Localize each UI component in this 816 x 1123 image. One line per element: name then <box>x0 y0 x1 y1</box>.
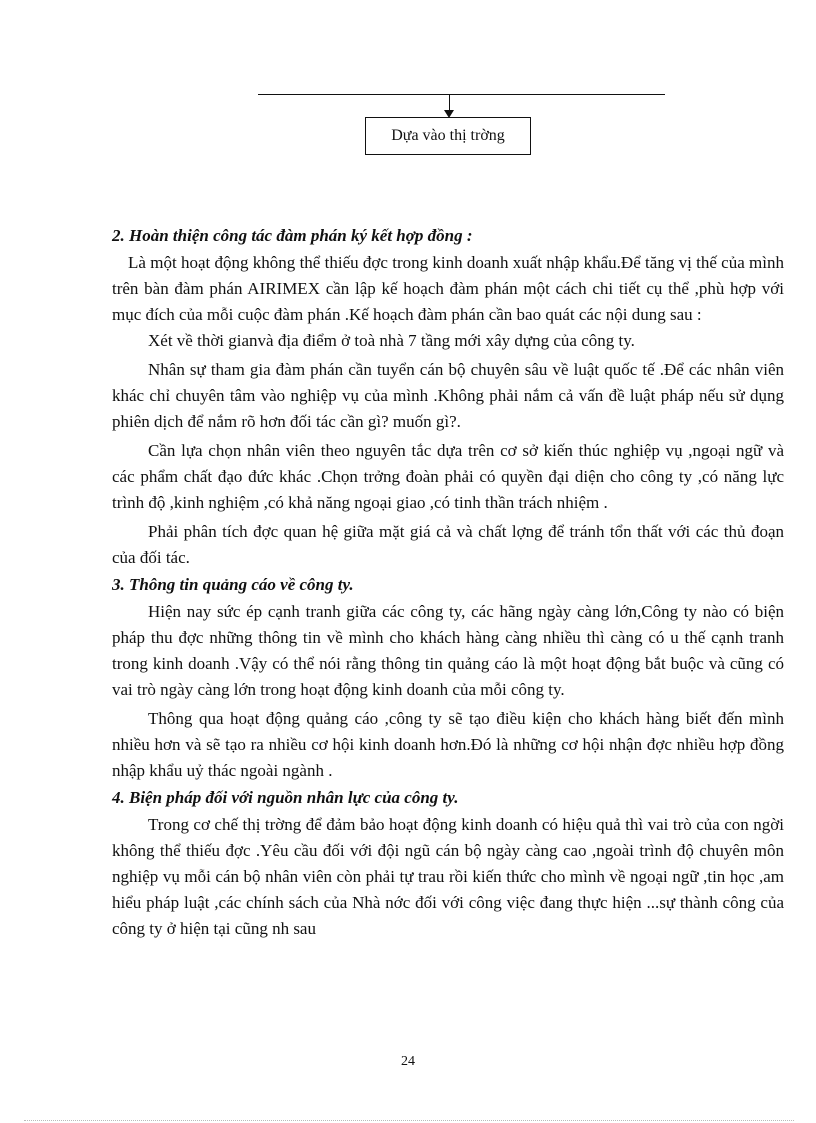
paragraph: Nhân sự tham gia đàm phán cần tuyển cán bộ chuyên sâu về luật quốc tế .Để các nhân viên khác chỉ chuyên tâm vào nghiệp vụ của mình .Không phải nắm cả vấn đề luật pháp nếu sử dụng phiên dịch để nắm rõ hơn đối tác cần gì? muốn gì?. <box>112 360 784 431</box>
paragraph: Cần lựa chọn nhân viên theo nguyên tắc dựa trên cơ sở kiến thúc nghiệp vụ ,ngoại ngữ và các phẩm chất đạo đức khác .Chọn trởng đoàn phải có quyền đại diện cho công ty ,có năng lực trình độ ,kinh nghiệm ,có khả năng ngoại giao ,có tinh thần trách nhiệm . <box>112 441 784 512</box>
section-heading-4: 4. Biện pháp đối với nguồn nhân lực của công ty. <box>112 788 459 807</box>
diagram-box-label: Dựa vào thị trờng <box>391 127 505 144</box>
flow-diagram <box>0 0 816 170</box>
document-body <box>112 222 784 942</box>
paragraph: Thông qua hoạt động quảng cáo ,công ty sẽ tạo điều kiện cho khách hàng biết đến mình nhiều hơn và sẽ tạo ra nhiều cơ hội kinh doanh hơn.Đó là những cơ hội nhận đợc nhiều hợp đồng nhập khẩu uỷ thác ngoài ngành . <box>112 709 784 780</box>
paragraph: Hiện nay sức ép cạnh tranh giữa các công ty, các hãng ngày càng lớn,Công ty nào có biện pháp thu đợc những thông tin về mình cho khách hàng càng nhiều thì càng có u thế cạnh tranh trong kinh doanh .Vậy có thể nói rằng thông tin quảng cáo là một hoạt động bắt buộc và cũng có vai trò ngày càng lớn trong hoạt động kinh doanh của mỗi công ty. <box>112 602 784 699</box>
page-bottom-divider <box>24 1120 794 1121</box>
paragraph: Xét về thời gianvà địa điểm ở toà nhà 7 tầng mới xây dựng của công ty. <box>148 331 635 350</box>
section-heading-2: 2. Hoàn thiện công tác đàm phán ký kết hợp đồng : <box>112 226 473 245</box>
page-number: 24 <box>401 1054 415 1069</box>
paragraph: Trong cơ chế thị trờng để đảm bảo hoạt động kinh doanh có hiệu quả thì vai trò của con ngời không thể thiếu đợc .Yêu cầu đối với đội ngũ cán bộ ngày càng cao ,ngoài trình độ chuyên môn nghiệp vụ mỗi cán bộ nhân viên còn phải tự trau rồi kiến thức cho mình về ngoại ngữ ,tin học ,am hiểu pháp luật ,các chính sách của Nhà nớc đối với công việc đang thực hiện ...sự thành công của công ty ở hiện tại cũng nh sau <box>112 815 784 938</box>
paragraph: Là một hoạt động không thể thiếu đợc trong kinh doanh xuất nhập khẩu.Để tăng vị thế của mình trên bàn đàm phán AIRIMEX cần lập kế hoạch đàm phán một cách chi tiết cụ thể ,phù hợp với mục đích của mỗi cuộc đàm phán .Kế hoạch đàm phán cần bao quát các nội dung sau : <box>112 253 784 324</box>
diagram-box <box>365 117 531 155</box>
section-heading-3: 3. Thông tin quảng cáo về công ty. <box>112 575 354 594</box>
connector-horizontal-line <box>258 94 665 95</box>
paragraph: Phải phân tích đợc quan hệ giữa mặt giá cả và chất lợng để tránh tổn thất với các thủ đoạn của đối tác. <box>112 522 784 567</box>
